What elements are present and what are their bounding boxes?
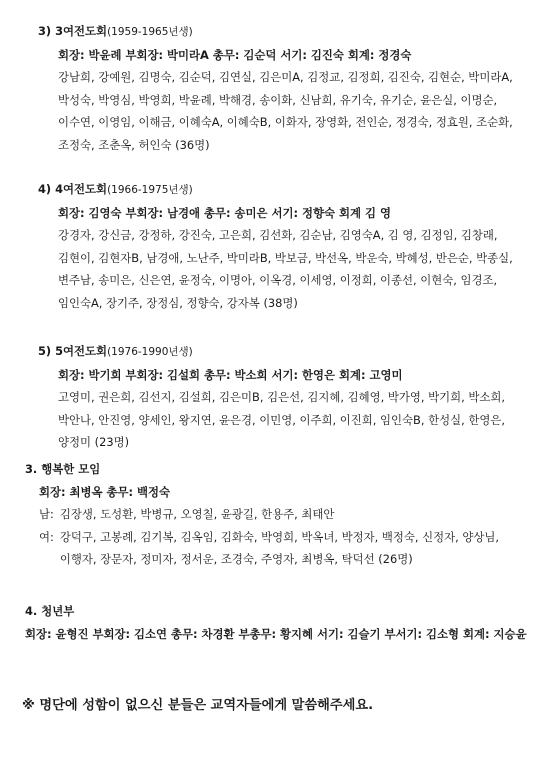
member-count: (36명)	[175, 137, 210, 152]
section-officers: 회장: 윤형진 부회장: 김소연 총무: 차경환 부총무: 황지혜 서기: 김슬기 부서기: 김소형 회계: 지승윤	[25, 626, 527, 641]
women-mission-group-3	[38, 20, 528, 157]
member-count: (23명)	[94, 435, 130, 450]
women-list-wrap	[60, 526, 530, 571]
group-years: (1966-1975년생)	[107, 184, 193, 196]
group-members	[38, 66, 528, 156]
women-mission-group-5	[38, 340, 528, 454]
women-label: 여:	[39, 529, 54, 544]
group-number: 3)	[38, 24, 52, 38]
group-members	[38, 386, 528, 454]
group-name: 3여전도회	[55, 24, 108, 38]
member-list: 강남희, 강예원, 김명숙, 김순덕, 김연실, 김은미A, 김정교, 김정희, 김진숙, 김현순, 박미라A, 박성숙, 박영심, 박영희, 박윤례, 박해경, 송이화, 신남희, 유기숙, 유기순, 윤은실, 이명순, 이수연, 이영임, 이해금, 이혜숙A, 이혜숙B, 이화자, 장영화, 전인순, 정경숙, 정효원, 조순화, 조정숙, 조춘옥, 허인숙	[58, 70, 513, 152]
men-members	[25, 503, 530, 526]
group-title	[38, 340, 528, 364]
men-label: 남:	[39, 507, 54, 522]
group-years: (1976-1990년생)	[107, 346, 193, 358]
youth-section	[25, 600, 530, 645]
section-title: 4. 청년부	[25, 604, 75, 618]
group-members	[38, 224, 528, 314]
footer-note: ※ 명단에 성함이 없으신 분들은 교역자들에게 말씀해주세요.	[22, 698, 374, 713]
group-title	[38, 20, 528, 44]
group-officers: 회장: 박윤례 부회장: 박미라A 총무: 김순덕 서기: 김진숙 회계: 정경숙	[58, 47, 412, 62]
section-title: 3. 행복한 모임	[25, 462, 101, 476]
section-officers: 회장: 최병옥 총무: 백정숙	[39, 484, 171, 499]
group-name: 5여전도회	[55, 344, 108, 358]
group-title	[38, 178, 528, 202]
happy-meeting-section	[25, 458, 530, 571]
group-number: 4)	[38, 182, 52, 196]
men-list: 김장생, 도성환, 박병규, 오영칠, 윤광길, 한용주, 최태안	[59, 507, 335, 522]
group-officers: 회장: 김영숙 부회장: 남경애 총무: 송미은 서기: 정향숙 회계 김 영	[58, 205, 391, 220]
member-count: (38명)	[263, 295, 298, 310]
group-years: (1959-1965년생)	[107, 26, 193, 38]
group-name: 4여전도회	[55, 182, 108, 196]
women-list: 강덕구, 고봉례, 김기복, 김옥임, 김화숙, 박영희, 박옥녀, 박정자, 백정숙, 신정자, 양상님, 이행자, 장문자, 정미자, 정서운, 조경숙, 주영자, 최병옥, 탁덕선	[59, 529, 499, 567]
group-number: 5)	[38, 344, 52, 358]
women-mission-group-4	[38, 178, 528, 315]
member-count: (26명)	[378, 552, 413, 567]
women-members	[25, 526, 530, 571]
member-list: 고영미, 권은희, 김선지, 김설희, 김은미B, 김은선, 김지혜, 김혜영, 박가영, 박기희, 박소희, 박안나, 안진영, 양세인, 왕지연, 윤은경, 이민영, 이주희, 이진희, 임인숙B, 한성실, 한영은, 양정미	[58, 390, 505, 450]
member-list: 강경자, 강신금, 강정하, 강진숙, 고은희, 김선화, 김순남, 김영숙A, 김 영, 김정임, 김창래, 김현이, 김현자B, 남경애, 노난주, 박미라B, 박보금, 박선옥, 박운숙, 박혜성, 반은순, 박종실, 변주남, 송미은, 신은연, 윤정숙, 이명아, 이옥경, 이세영, 이정희, 이종선, 이현숙, 임경조, 임인숙A, 장기주, 장정심, 정향숙, 강자복	[58, 228, 513, 310]
group-officers: 회장: 박기희 부회장: 김설희 총무: 박소희 서기: 한영은 회계: 고영미	[58, 367, 403, 382]
